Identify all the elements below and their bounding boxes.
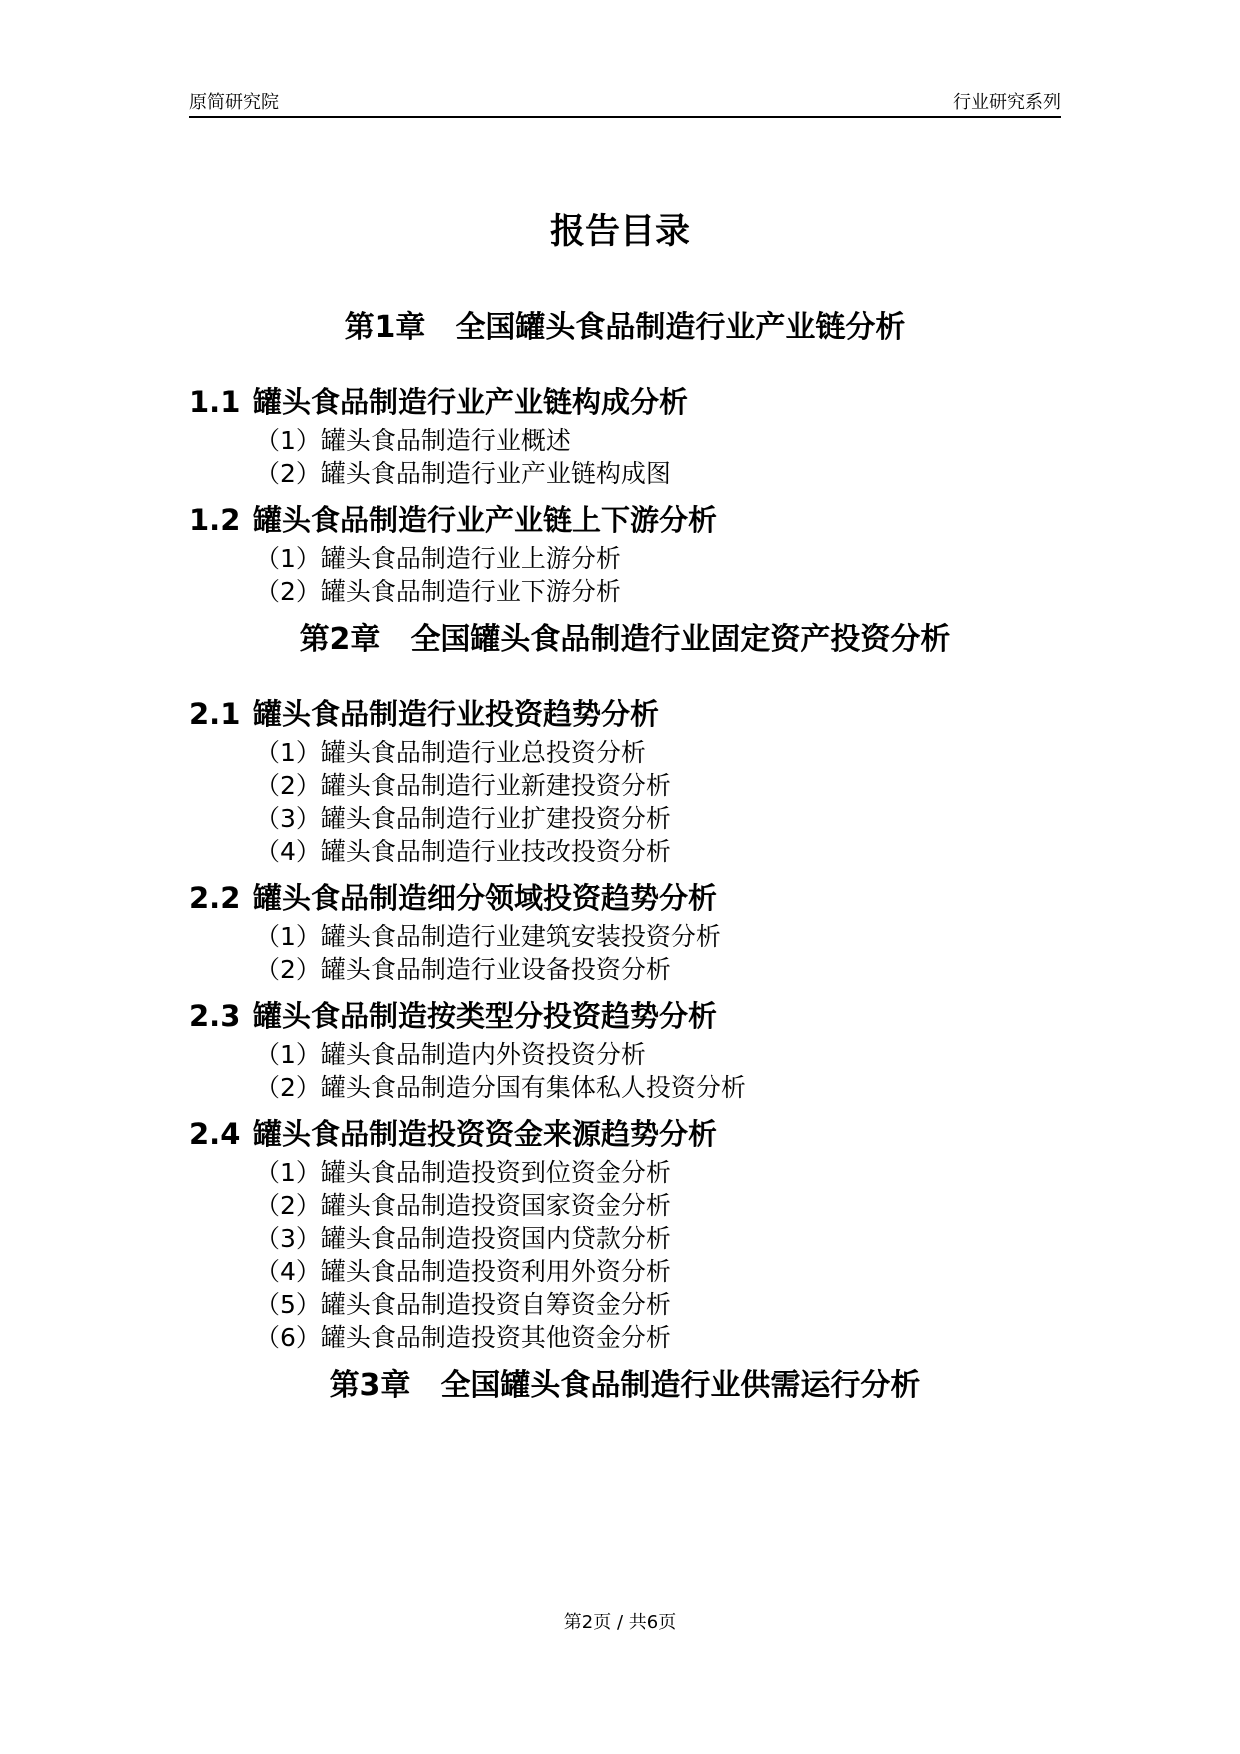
page-header — [189, 88, 1061, 118]
section-title: 罐头食品制造行业投资趋势分析 — [253, 697, 660, 731]
chapter-heading — [189, 1366, 1061, 1406]
section-heading — [189, 1114, 1061, 1154]
section-number: 1.1 — [189, 385, 241, 419]
header-org-name: 原简研究院 — [189, 92, 279, 113]
document-title: 报告目录 — [549, 212, 690, 252]
section-number: 2.4 — [189, 1117, 241, 1151]
section-block — [189, 1114, 1061, 1354]
chapter-title: 全国罐头食品制造行业固定资产投资分析 — [410, 622, 951, 657]
chapter-number: 第2章 — [299, 622, 381, 657]
section-block — [189, 382, 1061, 490]
section-number: 2.1 — [189, 697, 241, 731]
list-item: （1）罐头食品制造内外资投资分析 — [255, 1040, 646, 1069]
list-item: （4）罐头食品制造投资利用外资分析 — [255, 1257, 671, 1286]
page-number-footer: 第2页 / 共6页 — [563, 1612, 677, 1633]
section-title: 罐头食品制造行业产业链构成分析 — [253, 385, 689, 419]
section-title: 罐头食品制造细分领域投资趋势分析 — [253, 881, 718, 915]
list-item: （2）罐头食品制造行业设备投资分析 — [255, 955, 671, 984]
section-block — [189, 996, 1061, 1104]
list-item: （1）罐头食品制造行业上游分析 — [255, 544, 621, 573]
header-series-name: 行业研究系列 — [953, 92, 1061, 113]
list-item: （5）罐头食品制造投资自筹资金分析 — [255, 1290, 671, 1319]
list-item: （2）罐头食品制造分国有集体私人投资分析 — [255, 1073, 746, 1102]
section-heading — [189, 500, 1061, 540]
list-item: （3）罐头食品制造行业扩建投资分析 — [255, 804, 671, 833]
list-item: （2）罐头食品制造行业产业链构成图 — [255, 459, 671, 488]
section-heading — [189, 694, 1061, 734]
section-block — [189, 694, 1061, 868]
chapter-title: 全国罐头食品制造行业产业链分析 — [455, 310, 906, 345]
section-title: 罐头食品制造按类型分投资趋势分析 — [253, 999, 718, 1033]
list-item: （1）罐头食品制造行业总投资分析 — [255, 738, 646, 767]
chapter-heading — [189, 620, 1061, 660]
section-number: 2.2 — [189, 881, 241, 915]
list-item: （1）罐头食品制造行业建筑安装投资分析 — [255, 922, 721, 951]
list-item: （2）罐头食品制造行业新建投资分析 — [255, 771, 671, 800]
list-item: （2）罐头食品制造行业下游分析 — [255, 577, 621, 606]
section-heading — [189, 382, 1061, 422]
section-block — [189, 878, 1061, 986]
chapter-heading — [189, 308, 1061, 348]
section-title: 罐头食品制造行业产业链上下游分析 — [253, 503, 718, 537]
list-item: （2）罐头食品制造投资国家资金分析 — [255, 1191, 671, 1220]
list-item: （6）罐头食品制造投资其他资金分析 — [255, 1323, 671, 1352]
list-item: （3）罐头食品制造投资国内贷款分析 — [255, 1224, 671, 1253]
chapter-number: 第1章 — [344, 310, 426, 345]
section-number: 1.2 — [189, 503, 241, 537]
chapter-title: 全国罐头食品制造行业供需运行分析 — [440, 1368, 921, 1403]
section-heading — [189, 878, 1061, 918]
chapter-number: 第3章 — [329, 1368, 411, 1403]
section-heading — [189, 996, 1061, 1036]
list-item: （1）罐头食品制造投资到位资金分析 — [255, 1158, 671, 1187]
list-item: （4）罐头食品制造行业技改投资分析 — [255, 837, 671, 866]
table-of-contents — [189, 300, 1061, 1440]
section-number: 2.3 — [189, 999, 241, 1033]
section-block — [189, 500, 1061, 608]
section-title: 罐头食品制造投资资金来源趋势分析 — [253, 1117, 718, 1151]
list-item: （1）罐头食品制造行业概述 — [255, 426, 571, 455]
